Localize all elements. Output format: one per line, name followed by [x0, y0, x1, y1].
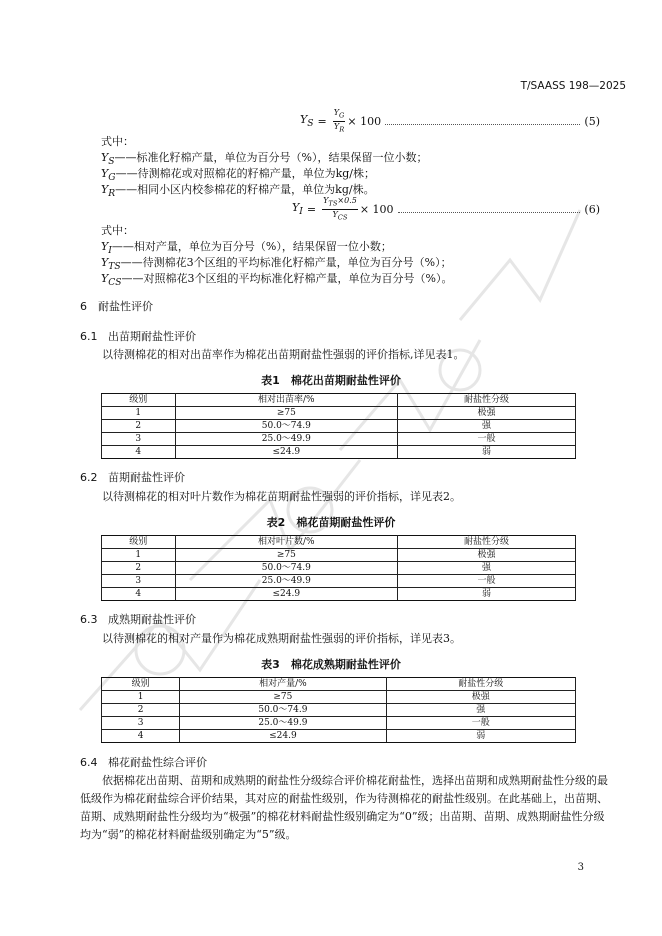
table-1 — [101, 393, 576, 459]
table-row: 2 50.0～74.9 强 — [102, 704, 576, 717]
table-row: 4 ≤24.9 弱 — [102, 588, 576, 601]
eq5-lhs: $Y_S$ — [300, 113, 314, 130]
table-3 — [101, 677, 576, 743]
section-heading-6-3: 6.3 成熟期耐盐性评价 — [80, 613, 196, 626]
where-label-2: 式中： — [101, 224, 134, 237]
eq5-number: (5) — [584, 114, 600, 128]
table-row: 3 25.0～49.9 一般 — [102, 717, 576, 730]
table-row: 2 50.0～74.9 强 — [102, 420, 576, 433]
paragraph-6-4: 依据棉花出苗期、苗期和成熟期的耐盐性分级综合评价棉花耐盐性，选择出苗期和成熟期耐盐性分级的最低级作为棉花耐盐综合评价结果，其对应的耐盐性级别，作为待测棉花的耐盐性级别。在此基础上，出苗期、苗期、成熟期耐盐性分级均为“极强”的棉花材料耐盐性级别确定为“0”级；出苗期、苗期、成熟期耐盐性分级均为“弱”的棉花材料耐盐级别确定为“5”级。 — [80, 774, 608, 841]
section-heading-6: 6 耐盐性评价 — [80, 300, 153, 313]
table-row: 4 ≤24.9 弱 — [102, 446, 576, 459]
table-2 — [101, 535, 576, 601]
table-row: 3 25.0～49.9 一般 — [102, 433, 576, 446]
eq6-number: (6) — [584, 202, 600, 216]
table-2-caption: 表2 棉花苗期耐盐性评价 — [266, 516, 396, 529]
table-row: 4 ≤24.9 弱 — [102, 730, 576, 743]
table-row: 1 ≥75 极强 — [102, 691, 576, 704]
table-3-caption: 表3 棉花成熟期耐盐性评价 — [261, 658, 401, 671]
standard-code: T/SAASS 198—2025 — [520, 80, 626, 92]
where-line: $Y_I——$相对产量，单位为百分号（%），结果保留一位小数； — [101, 240, 392, 257]
paragraph-6-2: 以待测棉花的相对叶片数作为棉花苗期耐盐性强弱的评价指标，详见表2。 — [102, 490, 461, 503]
where-line: $Y_R——$相同小区内校参棉花的籽棉产量，单位为kg/株。 — [101, 183, 375, 200]
table-header-row: 级别 相对出苗率/% 耐盐性分级 — [102, 394, 576, 407]
table-row: 1 ≥75 极强 — [102, 407, 576, 420]
equation-5: $Y_S$ = $\frac{Y_G}{Y_R}$ × 100 (5) — [300, 108, 600, 134]
dotted-leader — [385, 124, 580, 125]
eq6-fraction: $\frac{Y_{TS}\times 0.5}{Y_{CS}}$ — [323, 196, 357, 222]
table-row: 3 25.0～49.9 一般 — [102, 575, 576, 588]
table-row: 2 50.0～74.9 强 — [102, 562, 576, 575]
section-heading-6-1: 6.1 出苗期耐盐性评价 — [80, 330, 196, 343]
table-header-row: 级别 相对产量/% 耐盐性分级 — [102, 678, 576, 691]
equation-6: $Y_I$ = $\frac{Y_{TS}\times 0.5}{Y_{CS}}$ × 100 (6) — [292, 196, 600, 222]
dotted-leader — [398, 212, 581, 213]
where-line: $Y_{CS}——$对照棉花3个区组的平均标准化籽棉产量，单位为百分号（%）。 — [101, 272, 453, 289]
where-line: $Y_{TS}——$待测棉花3个区组的平均标准化籽棉产量，单位为百分号（%）； — [101, 256, 452, 273]
eq5-fraction: $\frac{Y_G}{Y_R}$ — [333, 108, 345, 134]
where-line: $Y_S——$标准化籽棉产量，单位为百分号（%），结果保留一位小数； — [101, 151, 428, 168]
table-1-caption: 表1 棉花出苗期耐盐性评价 — [261, 374, 401, 387]
paragraph-6-1: 以待测棉花的相对出苗率作为棉花出苗期耐盐性强弱的评价指标,详见表1。 — [102, 348, 465, 361]
table-header-row: 级别 相对叶片数/% 耐盐性分级 — [102, 536, 576, 549]
section-heading-6-4: 6.4 棉花耐盐性综合评价 — [80, 756, 207, 769]
eq6-lhs: $Y_I$ — [292, 201, 303, 218]
page-number: 3 — [577, 862, 584, 873]
table-row: 1 ≥75 极强 — [102, 549, 576, 562]
where-line: $Y_G——$待测棉花或对照棉花的籽棉产量，单位为kg/株； — [101, 167, 376, 184]
paragraph-6-3: 以待测棉花的相对产量作为棉花成熟期耐盐性强弱的评价指标，详见表3。 — [102, 632, 461, 645]
section-heading-6-2: 6.2 苗期耐盐性评价 — [80, 471, 185, 484]
where-label-1: 式中： — [101, 135, 134, 148]
